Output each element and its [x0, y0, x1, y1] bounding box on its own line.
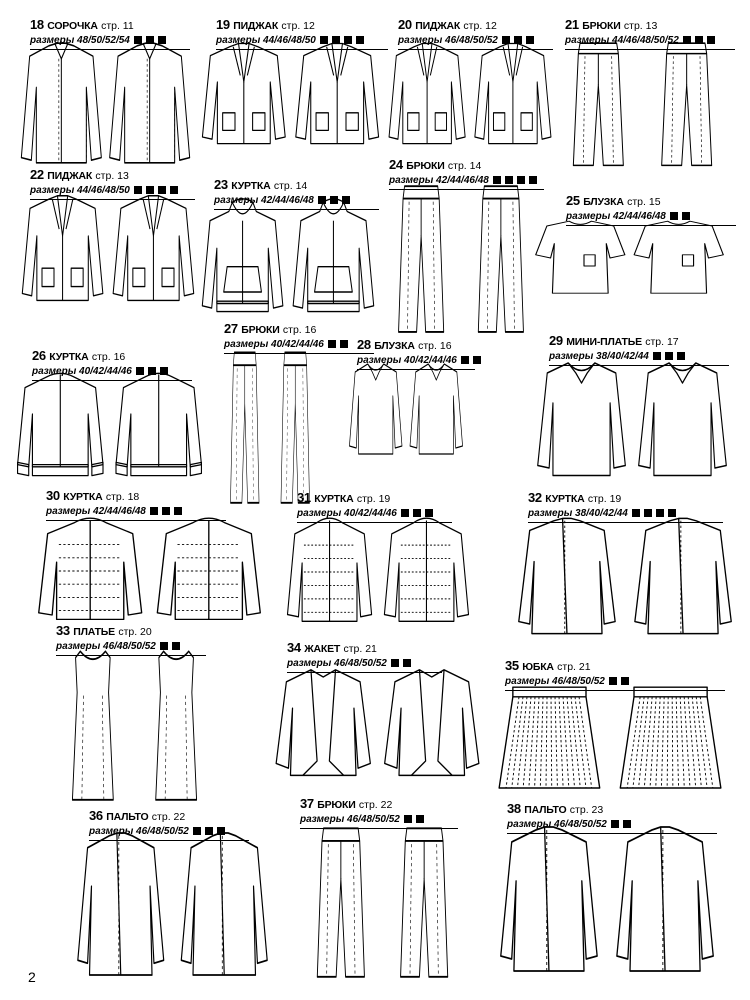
- difficulty-square: [340, 340, 348, 348]
- front-view: [72, 651, 113, 800]
- model-page-ref: стр. 18: [105, 491, 140, 503]
- model-name: МИНИ-ПЛАТЬЕ: [566, 336, 642, 348]
- technical-drawing-coat: [510, 516, 740, 636]
- back-view: [617, 827, 713, 971]
- technical-drawing-coat: [492, 824, 722, 974]
- model-name: БРЮКИ: [406, 160, 445, 172]
- model-header: [214, 178, 307, 193]
- technical-drawing-puffer: [282, 516, 474, 628]
- sizes-label: размеры 44/46/48/50/52: [565, 35, 679, 46]
- difficulty-square: [328, 340, 336, 348]
- model-page-ref: стр. 20: [118, 626, 152, 638]
- front-view: [536, 221, 625, 293]
- model-header: [30, 18, 134, 33]
- front-view: [22, 196, 103, 301]
- back-view: [110, 43, 190, 163]
- model-header: [565, 18, 657, 33]
- sizes-label: размеры 42/44/46/48: [389, 175, 489, 186]
- technical-drawing-trousers: [382, 180, 540, 335]
- model-name: КУРТКА: [545, 493, 585, 505]
- front-view: [78, 833, 164, 975]
- back-view: [113, 196, 194, 301]
- model-page-ref: стр. 22: [358, 799, 393, 811]
- back-view: [475, 44, 551, 144]
- model-header: [566, 194, 661, 209]
- technical-drawing-jacket: [18, 190, 198, 305]
- model-page-ref: стр. 22: [151, 811, 186, 823]
- back-view: [296, 44, 379, 144]
- back-view: [293, 199, 374, 312]
- model-number: 24: [389, 157, 403, 172]
- model-number: 33: [56, 623, 70, 638]
- back-view: [478, 186, 523, 332]
- model-header: [357, 338, 452, 353]
- model-number: 31: [297, 490, 311, 505]
- sizes-label: размеры 44/46/48/50: [216, 35, 316, 46]
- model-header: [505, 659, 591, 674]
- sizes-label: размеры 40/42/44/46: [297, 508, 397, 519]
- technical-drawing-hoodie: [198, 200, 378, 315]
- technical-drawing-bomber: [12, 370, 207, 480]
- difficulty-square: [174, 507, 182, 515]
- sizes-label: размеры 42/44/46/48: [566, 211, 666, 222]
- back-view: [385, 670, 479, 776]
- front-view: [501, 827, 597, 971]
- model-number: 21: [565, 17, 579, 32]
- model-header: [398, 18, 497, 33]
- front-view: [538, 363, 626, 476]
- model-page-ref: стр. 12: [281, 20, 315, 32]
- model-page-ref: стр. 17: [645, 336, 679, 348]
- model-page-ref: стр. 14: [273, 180, 308, 192]
- front-view: [399, 186, 444, 332]
- model-number: 19: [216, 17, 230, 32]
- model-name: ЖАКЕТ: [304, 643, 341, 655]
- difficulty-square: [162, 507, 170, 515]
- model-name: БРЮКИ: [317, 799, 356, 811]
- front-view: [287, 518, 371, 621]
- model-page-ref: стр. 19: [356, 493, 391, 505]
- model-header: [300, 797, 392, 812]
- technical-drawing-jacket: [385, 38, 555, 148]
- model-number: 22: [30, 167, 44, 182]
- model-page-ref: стр. 21: [343, 643, 377, 655]
- model-name: КУРТКА: [63, 491, 103, 503]
- technical-drawing-trousers: [555, 38, 730, 168]
- sizes-label: размеры 46/48/50/52: [398, 35, 498, 46]
- model-header: [287, 641, 377, 656]
- sizes-label: размеры 38/40/42/44: [528, 508, 628, 519]
- front-view: [499, 687, 600, 788]
- front-view: [18, 373, 103, 475]
- front-view: [202, 199, 283, 312]
- model-number: 27: [224, 321, 238, 336]
- technical-drawing-skirt: [490, 680, 730, 800]
- model-name: БЛУЗКА: [374, 340, 415, 352]
- model-header: [30, 168, 129, 183]
- model-number: 32: [528, 490, 542, 505]
- model-header: [507, 802, 603, 817]
- back-view: [662, 43, 712, 165]
- technical-drawing-coat: [70, 830, 275, 978]
- model-number: 29: [549, 333, 563, 348]
- back-view: [634, 221, 723, 293]
- model-name: БРЮКИ: [241, 324, 280, 336]
- sizes-label: размеры 40/42/44/46: [357, 355, 457, 366]
- difficulty-square: [150, 507, 158, 515]
- sizes-label: размеры 44/46/48/50: [30, 185, 130, 196]
- difficulty-square: [473, 356, 481, 364]
- model-page-ref: стр. 15: [627, 196, 661, 208]
- sizes-label: размеры 40/42/44/46: [224, 339, 324, 350]
- model-number: 20: [398, 17, 412, 32]
- model-number: 25: [566, 193, 580, 208]
- back-view: [116, 373, 201, 475]
- model-header: [56, 624, 152, 639]
- back-view: [410, 364, 463, 454]
- model-name: ПИДЖАК: [233, 20, 279, 32]
- sizes-label: размеры 46/48/50/52: [300, 814, 400, 825]
- technical-drawing-dress: [52, 645, 217, 803]
- back-view: [384, 518, 468, 621]
- model-page-ref: стр. 13: [623, 20, 658, 32]
- technical-drawing-cardigan: [270, 665, 485, 785]
- back-view: [635, 518, 731, 633]
- model-header: [549, 334, 679, 349]
- technical-drawing-puffer: [32, 516, 267, 626]
- sizes-label: размеры 42/44/46/48: [46, 506, 146, 517]
- model-number: 23: [214, 177, 228, 192]
- sizes-label: размеры 46/48/50/52: [505, 676, 605, 687]
- technical-drawing-trousers: [220, 346, 320, 506]
- sizes-label: размеры 46/48/50/52: [287, 658, 387, 669]
- front-view: [230, 352, 259, 502]
- model-page-ref: стр. 11: [101, 20, 134, 32]
- model-page-ref: стр. 19: [587, 493, 622, 505]
- model-name: ПАЛЬТО: [106, 811, 149, 823]
- sizes-label: размеры 48/50/52/54: [30, 35, 130, 46]
- model-number: 38: [507, 801, 521, 816]
- front-view: [39, 518, 142, 619]
- front-view: [21, 43, 101, 163]
- model-name: КУРТКА: [49, 351, 89, 363]
- sizes-label: размеры 46/48/50/52: [507, 819, 607, 830]
- model-header: [224, 322, 316, 337]
- model-header: [32, 349, 125, 364]
- model-page-ref: стр. 16: [91, 351, 126, 363]
- sizes-label: размеры 38/40/42/44: [549, 351, 649, 362]
- technical-drawing-sweater: [532, 358, 732, 483]
- front-view: [519, 518, 615, 633]
- model-page-ref: стр. 21: [557, 661, 591, 673]
- front-view: [317, 828, 364, 977]
- model-header: [216, 18, 315, 33]
- sizes-label: размеры 46/48/50/52: [89, 826, 189, 837]
- model-header: [528, 491, 621, 506]
- model-header: [389, 158, 481, 173]
- sizes-label: размеры 46/48/50/52: [56, 641, 156, 652]
- front-view: [276, 670, 370, 776]
- technical-drawing-sweater: [346, 360, 466, 460]
- back-view: [281, 352, 310, 502]
- model-number: 35: [505, 658, 519, 673]
- model-header: [89, 809, 185, 824]
- back-view: [620, 687, 721, 788]
- model-name: ЮБКА: [522, 661, 554, 673]
- model-name: БЛУЗКА: [583, 196, 624, 208]
- model-number: 30: [46, 488, 60, 503]
- model-page-ref: стр. 16: [418, 340, 452, 352]
- front-view: [202, 44, 285, 144]
- model-number: 28: [357, 337, 371, 352]
- model-number: 36: [89, 808, 103, 823]
- model-header: [297, 491, 390, 506]
- model-number: 18: [30, 17, 44, 32]
- model-name: КУРТКА: [231, 180, 271, 192]
- technical-drawing-shirt: [18, 38, 193, 168]
- back-view: [157, 518, 260, 619]
- page-number: 2: [28, 969, 36, 985]
- model-page-ref: стр. 14: [447, 160, 482, 172]
- model-name: ПИДЖАК: [415, 20, 461, 32]
- technical-drawing-trousers: [300, 822, 465, 980]
- model-name: КУРТКА: [314, 493, 354, 505]
- front-view: [349, 364, 402, 454]
- model-number: 37: [300, 796, 314, 811]
- model-page-ref: стр. 23: [569, 804, 604, 816]
- model-page-ref: стр. 12: [463, 20, 497, 32]
- model-page-ref: стр. 16: [282, 324, 317, 336]
- sizes-label: размеры 40/42/44/46: [32, 366, 132, 377]
- model-name: ПИДЖАК: [47, 170, 93, 182]
- model-header: [46, 489, 139, 504]
- model-number: 26: [32, 348, 46, 363]
- technical-drawing-jacket: [198, 38, 383, 148]
- back-view: [639, 363, 727, 476]
- front-view: [573, 43, 623, 165]
- front-view: [389, 44, 465, 144]
- model-name: СОРОЧКА: [47, 20, 98, 32]
- model-name: ПЛАТЬЕ: [73, 626, 115, 638]
- model-number: 34: [287, 640, 301, 655]
- model-name: ПАЛЬТО: [524, 804, 567, 816]
- back-view: [401, 828, 448, 977]
- model-name: БРЮКИ: [582, 20, 621, 32]
- sizes-label: размеры 42/44/46/48: [214, 195, 314, 206]
- model-page-ref: стр. 13: [95, 170, 129, 182]
- back-view: [156, 651, 197, 800]
- technical-drawing-tee: [532, 218, 727, 298]
- back-view: [181, 833, 267, 975]
